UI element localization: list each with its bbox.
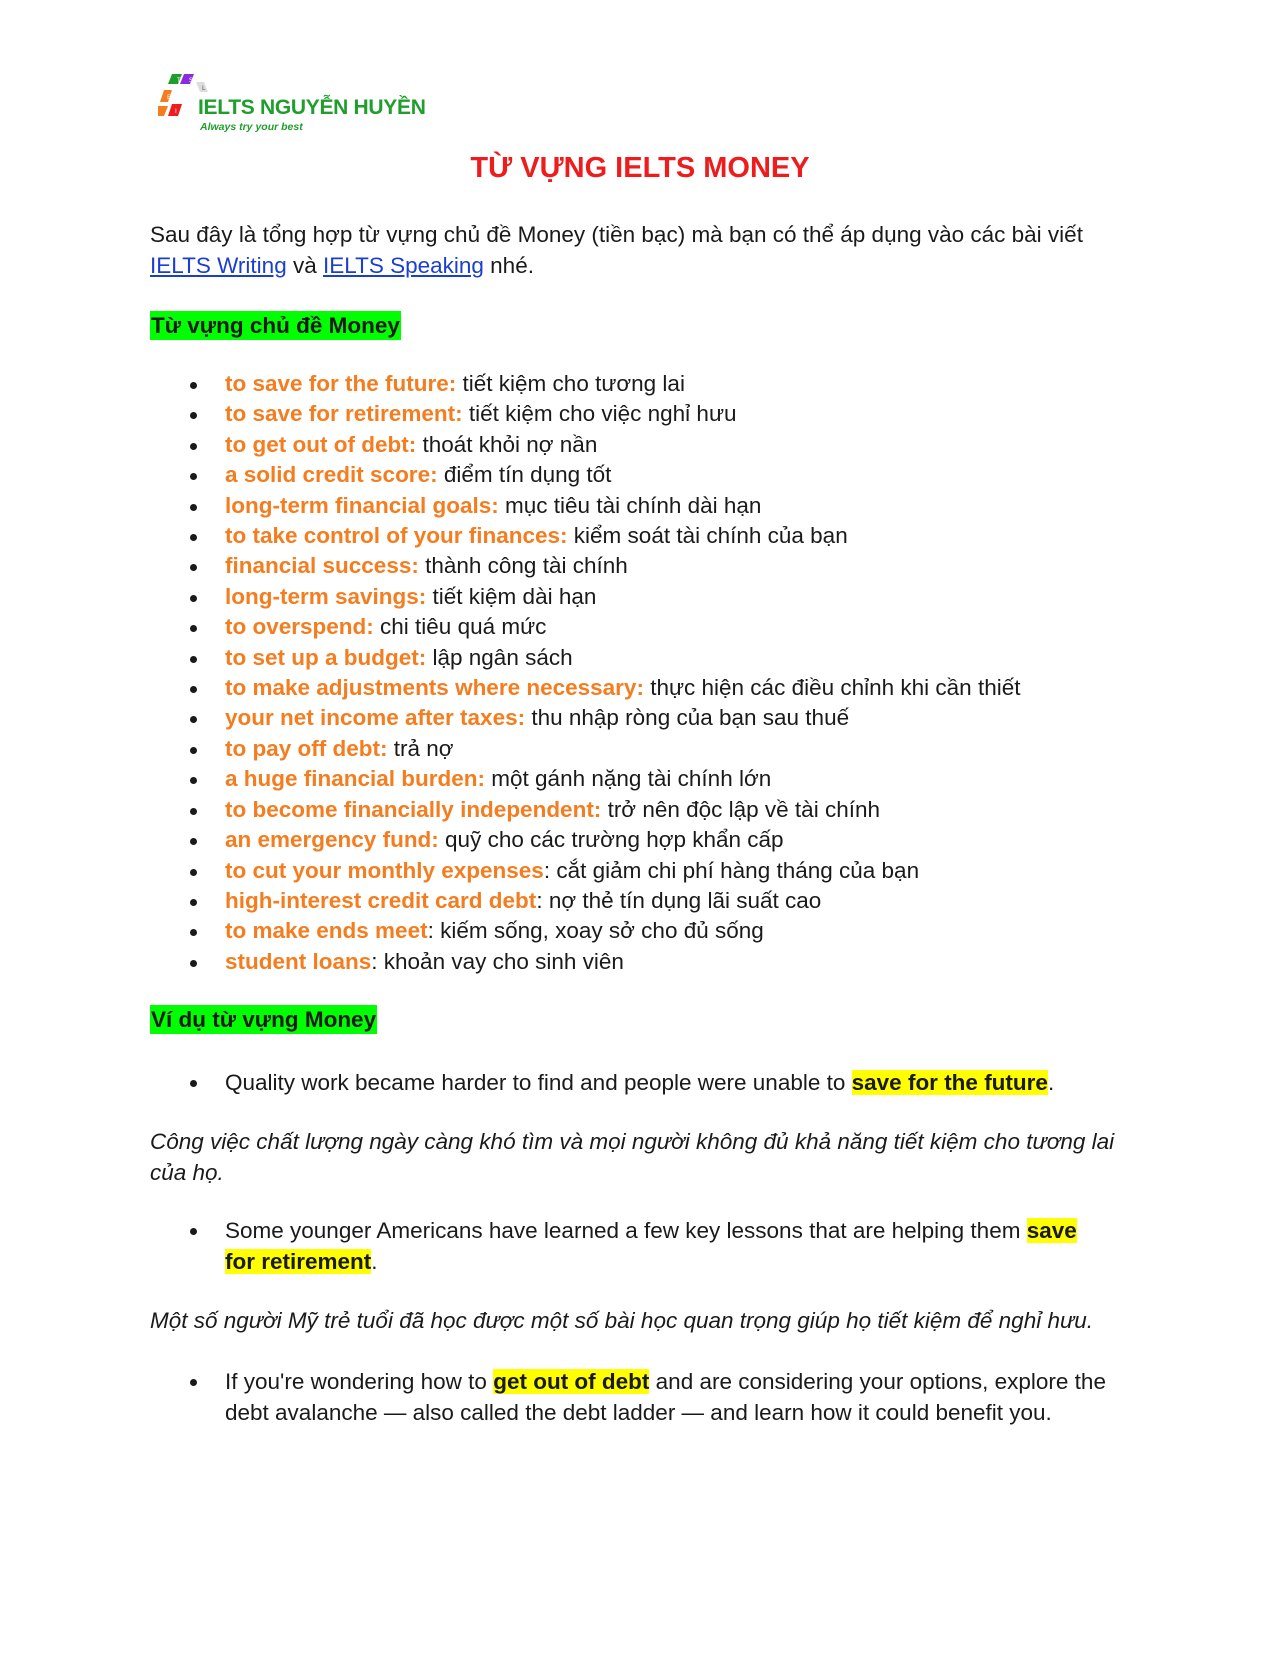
vocab-meaning: lập ngân sách [426,644,573,670]
vocab-item [150,551,1150,581]
example-sentence: Quality work became harder to find and people were unable to save for the future. [150,1067,1110,1098]
vocab-term: a huge financial burden: [225,766,486,792]
vocab-meaning: khoản vay cho sinh viên [377,948,624,974]
vocab-term: to get out of debt: [225,431,417,457]
page-title: TỪ VỰNG IELTS MONEY [470,152,810,184]
highlighted-term: save for the future [851,1070,1048,1095]
vocab-term: your net income after taxes: [225,705,526,731]
example-list-1 [150,1067,1110,1098]
vocab-meaning: thoát khỏi nợ nần [416,431,598,457]
ielts-writing-link[interactable]: IELTS Writing [150,253,287,278]
vocab-term: to pay off debt: [225,735,388,761]
vocab-item [150,764,1150,794]
example-translation: Một số người Mỹ trẻ tuổi đã học được một số bài học quan trọng giúp họ tiết kiệm để nghỉ hưu. [150,1308,1093,1333]
vocab-item [150,582,1150,612]
vocab-term: to take control of your finances: [225,523,568,549]
vocab-item [150,612,1150,642]
vocab-meaning: tiết kiệm cho tương lai [456,371,685,396]
vocab-term: high-interest credit card debt [225,887,537,913]
vocab-term: to become financially independent: [225,796,602,822]
highlighted-term: save for retirement [225,1218,1077,1274]
vocab-item: to cut your monthly expenses: cắt giảm chi phí hàng tháng của bạn [150,856,1150,886]
logo-slogan: Always try your best [200,121,303,133]
example-translation: Công việc chất lượng ngày càng khó tìm và mọi người không đủ khả năng tiết kiệm cho tương lai của họ. [150,1129,1115,1185]
vocab-term: long-term savings: [225,583,427,609]
vocab-item: to make ends meet: kiếm sống, xoay sở cho đủ sống [150,916,1150,946]
vocab-list [150,369,1150,977]
vocab-term: student loans [225,948,372,974]
vocab-item [150,643,1150,673]
vocab-item: student loans: khoản vay cho sinh viên [150,947,1150,977]
vocab-item [150,460,1150,490]
intro-text-before: Sau đây là tổng hợp từ vựng chủ đề Money (tiền bạc) mà bạn có thể áp dụng vào các bài viết [150,222,1083,247]
svg-text:S: S [189,77,193,84]
vocab-term: a solid credit score: [225,462,438,488]
vocab-meaning: nợ thẻ tín dụng lãi suất cao [542,887,822,913]
vocab-meaning: kiếm sống, xoay sở cho đủ sống [433,918,764,944]
ielts-speaking-link[interactable]: IELTS Speaking [322,253,484,278]
vocab-meaning: điểm tín dụng tốt [437,462,612,488]
vocab-item [150,430,1150,460]
vocab-term: to save for retirement: [225,401,463,427]
example-list-3 [150,1366,1110,1428]
vocab-meaning: thu nhập ròng của bạn sau thuế [525,705,850,731]
vocab-meaning: chi tiêu quá mức [373,614,547,640]
svg-text:I: I [175,108,177,115]
vocab-meaning: cắt giảm chi phí hàng tháng của bạn [550,857,920,883]
vocab-meaning: thực hiện các điều chỉnh khi cần thiết [643,675,1021,701]
intro-text-middle: và [286,253,323,278]
vocab-item [150,795,1150,825]
vocab-meaning: quỹ cho các trường hợp khẩn cấp [438,827,784,853]
brand-logo [158,74,426,138]
svg-text:E: E [167,94,171,101]
logo-brand-name: IELTS NGUYỄN HUYỀN [198,96,426,119]
vocab-term: financial success: [225,553,419,579]
intro-text-after: nhé. [483,253,534,278]
vocab-item [150,673,1150,703]
vocab-term: to make adjustments where necessary: [225,675,644,701]
vocab-item [150,703,1150,733]
section-heading-vocab: Từ vựng chủ đề Money [151,313,400,338]
vocab-meaning: tiết kiệm dài hạn [426,583,597,609]
highlighted-term: get out of debt [493,1369,650,1394]
vocab-term: to make ends meet [225,918,428,944]
vocab-meaning: một gánh nặng tài chính lớn [485,766,772,792]
vocab-meaning: trả nợ [387,735,454,761]
vocab-item: high-interest credit card debt: nợ thẻ tín dụng lãi suất cao [150,886,1150,916]
example-sentence: If you're wondering how to get out of debt and are considering your options, explore the debt avalanche — also called the debt ladder — and learn how it could benefit you. [150,1366,1110,1428]
vocab-item [150,491,1150,521]
vocab-term: long-term financial goals: [225,492,499,518]
vocab-meaning: kiểm soát tài chính của bạn [567,523,848,549]
example-list-2 [150,1215,1110,1277]
vocab-meaning: trở nên độc lập về tài chính [601,796,880,822]
vocab-term: to save for the future: [225,371,457,396]
section-heading-examples: Ví dụ từ vựng Money [151,1007,377,1032]
vocab-meaning: tiết kiệm cho việc nghỉ hưu [462,401,737,427]
example-sentence: Some younger Americans have learned a few key lessons that are helping them save for retirement. [150,1215,1110,1277]
vocab-meaning: mục tiêu tài chính dài hạn [498,492,762,518]
vocab-term: to overspend: [225,614,374,640]
vocab-term: an emergency fund: [225,827,439,853]
vocab-item [150,825,1150,855]
vocab-item [150,399,1150,429]
vocab-meaning: thành công tài chính [418,553,628,579]
vocab-item [150,734,1150,764]
svg-text:L: L [202,85,206,92]
vocab-term: to cut your monthly expenses [225,857,544,883]
vocab-term: to set up a budget: [225,644,427,670]
vocab-item [150,521,1150,551]
intro-paragraph [150,219,1130,281]
logo-tile-orange-2 [158,106,168,116]
svg-text:T: T [177,77,181,84]
vocab-item [150,369,1150,399]
